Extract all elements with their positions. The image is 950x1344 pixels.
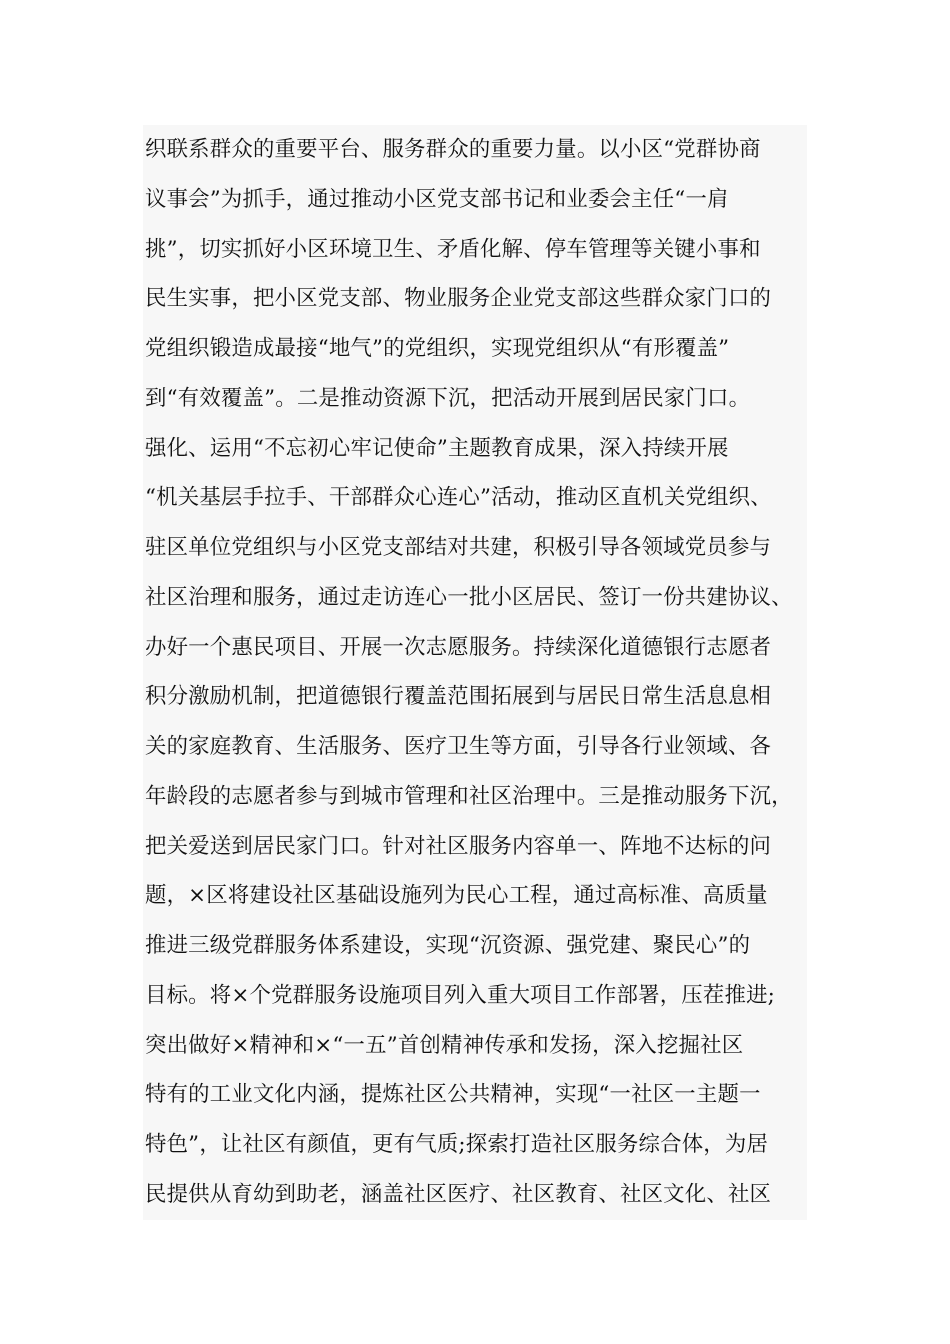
text-line: 织联系群众的重要平台、服务群众的重要力量。以小区“党群协商 (145, 137, 761, 162)
text-line: 驻区单位党组织与小区党支部结对共建，积极引导各领域党员参与 (145, 535, 772, 560)
text-line: 民提供从育幼到助老，涵盖社区医疗、社区教育、社区文化、社区 (145, 1182, 772, 1207)
text-line: 题，×区将建设社区基础设施列为民心工程，通过高标准、高质量 (145, 883, 768, 908)
text-line: 特有的工业文化内涵，提炼社区公共精神，实现“一社区一主题一 (145, 1082, 761, 1107)
text-line: 积分激励机制，把道德银行覆盖范围拓展到与居民日常生活息息相 (145, 684, 772, 709)
text-line: 年龄段的志愿者参与到城市管理和社区治理中。三是推动服务下沉， (145, 784, 793, 809)
text-line: 推进三级党群服务体系建设，实现“沉资源、强党建、聚民心”的 (145, 933, 751, 958)
text-line: 社区治理和服务，通过走访连心一批小区居民、签订一份共建协议、 (145, 585, 793, 610)
text-line: 议事会”为抓手，通过推动小区党支部书记和业委会主任“一肩 (145, 187, 729, 212)
text-line: 到“有效覆盖”。二是推动资源下沉，把活动开展到居民家门口。 (145, 386, 751, 411)
text-line: 民生实事，把小区党支部、物业服务企业党支部这些群众家门口的 (145, 286, 772, 311)
text-line: 办好一个惠民项目、开展一次志愿服务。持续深化道德银行志愿者 (145, 635, 772, 660)
text-line: 党组织锻造成最接“地气”的党组织，实现党组织从“有形覆盖” (145, 336, 730, 361)
text-line: 挑”，切实抓好小区环境卫生、矛盾化解、停车管理等关键小事和 (145, 237, 761, 262)
text-line: “机关基层手拉手、干部群众心连心”活动，推动区直机关党组织、 (145, 485, 772, 510)
text-line: 关的家庭教育、生活服务、医疗卫生等方面，引导各行业领域、各 (145, 734, 772, 759)
text-line: 把关爱送到居民家门口。针对社区服务内容单一、阵地不达标的问 (145, 834, 772, 859)
text-line: 目标。将×个党群服务设施项目列入重大项目工作部署，压茬推进; (145, 983, 776, 1008)
text-line: 突出做好×精神和×“一五”首创精神传承和发扬，深入挖掘社区 (145, 1033, 744, 1058)
text-line: 特色”，让社区有颜值，更有气质;探索打造社区服务综合体，为居 (145, 1132, 769, 1157)
text-line: 强化、运用“不忘初心牢记使命”主题教育成果，深入持续开展 (145, 436, 729, 461)
